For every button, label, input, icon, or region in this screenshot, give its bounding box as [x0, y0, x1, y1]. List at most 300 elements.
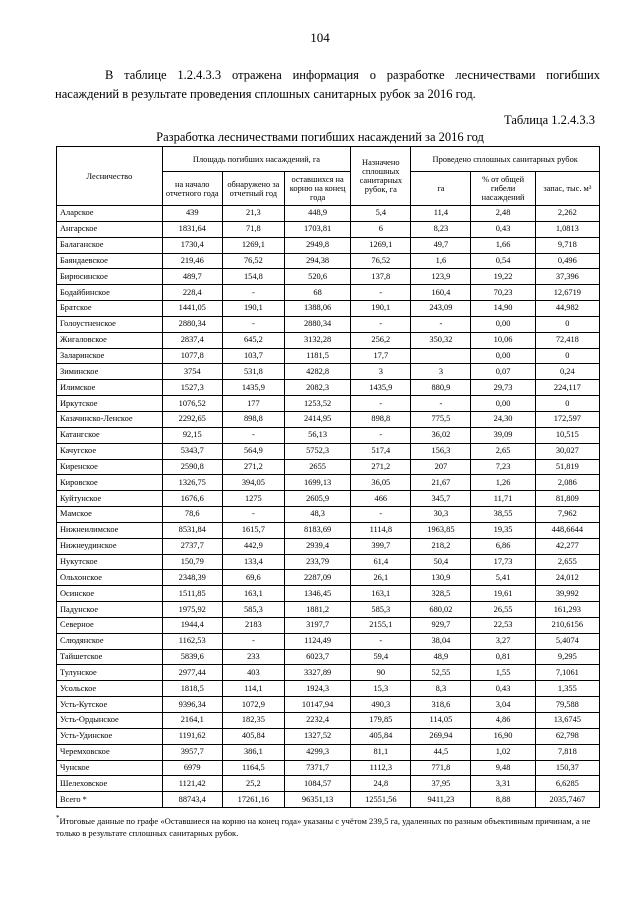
value-cell: 133,4	[222, 554, 284, 570]
value-cell: 3327,89	[284, 665, 350, 681]
forestry-name-cell: Баяндаевское	[57, 253, 163, 269]
value-cell: 163,1	[351, 586, 411, 602]
value-cell: 1388,06	[284, 301, 350, 317]
forestry-name-cell: Падунское	[57, 602, 163, 618]
value-cell: 1327,52	[284, 728, 350, 744]
value-cell: 680,02	[411, 602, 471, 618]
value-cell: 30,3	[411, 507, 471, 523]
value-cell: 150,37	[535, 760, 599, 776]
value-cell: 2880,34	[284, 316, 350, 332]
value-cell: 30,027	[535, 443, 599, 459]
value-cell: 123,9	[411, 269, 471, 285]
value-cell: 1,0813	[535, 221, 599, 237]
value-cell: 44,5	[411, 744, 471, 760]
value-cell: 7371,7	[284, 760, 350, 776]
value-cell: 22,53	[471, 617, 535, 633]
value-cell: 44,982	[535, 301, 599, 317]
value-cell: 81,1	[351, 744, 411, 760]
table-row	[57, 427, 600, 443]
value-cell: 88743,4	[162, 792, 222, 808]
value-cell: 585,3	[351, 602, 411, 618]
value-cell: 219,46	[162, 253, 222, 269]
table-row	[57, 776, 600, 792]
value-cell: 96351,13	[284, 792, 350, 808]
forestry-name-cell: Заларинское	[57, 348, 163, 364]
forestry-name-cell: Казачинско-Ленское	[57, 411, 163, 427]
value-cell: 130,9	[411, 570, 471, 586]
forestry-name-cell: Кировское	[57, 475, 163, 491]
value-cell: 13,6745	[535, 713, 599, 729]
table-row	[57, 269, 600, 285]
table-row	[57, 617, 600, 633]
value-cell: 1,02	[471, 744, 535, 760]
value-cell: 328,5	[411, 586, 471, 602]
value-cell: 11,4	[411, 206, 471, 222]
value-cell: 19,22	[471, 269, 535, 285]
value-cell: 1441,05	[162, 301, 222, 317]
table-row	[57, 443, 600, 459]
header-done-pct: % от общей гибели насаждений	[471, 172, 535, 206]
value-cell: -	[351, 507, 411, 523]
forestry-name-cell: Бирюсинское	[57, 269, 163, 285]
forestry-name-cell: Шелеховское	[57, 776, 163, 792]
value-cell: 2939,4	[284, 538, 350, 554]
value-cell: 17,7	[351, 348, 411, 364]
value-cell: 5,4074	[535, 633, 599, 649]
forestry-name-cell: Усть-Ордынское	[57, 713, 163, 729]
table-row	[57, 602, 600, 618]
value-cell: 1275	[222, 491, 284, 507]
value-cell: 9,718	[535, 237, 599, 253]
value-cell: 218,2	[411, 538, 471, 554]
value-cell: 8,3	[411, 681, 471, 697]
forestry-name-cell: Зиминское	[57, 364, 163, 380]
value-cell: 12,6719	[535, 285, 599, 301]
header-done-ha: га	[411, 172, 471, 206]
value-cell: 25,2	[222, 776, 284, 792]
value-cell: 228,4	[162, 285, 222, 301]
value-cell: 4,86	[471, 713, 535, 729]
value-cell: -	[222, 285, 284, 301]
value-cell: 1527,3	[162, 380, 222, 396]
value-cell: 520,6	[284, 269, 350, 285]
value-cell: 39,09	[471, 427, 535, 443]
value-cell: 1963,85	[411, 522, 471, 538]
value-cell: 2655	[284, 459, 350, 475]
value-cell: 61,4	[351, 554, 411, 570]
header-area-group: Площадь погибших насаждений, га	[162, 147, 351, 172]
forestry-name-cell: Черемховское	[57, 744, 163, 760]
value-cell: 172,597	[535, 411, 599, 427]
value-cell: 3957,7	[162, 744, 222, 760]
forestry-table	[56, 146, 600, 808]
value-cell: 645,2	[222, 332, 284, 348]
value-cell: 1924,3	[284, 681, 350, 697]
value-cell: 1253,52	[284, 396, 350, 412]
value-cell: 38,55	[471, 507, 535, 523]
value-cell: 9,295	[535, 649, 599, 665]
value-cell: 531,8	[222, 364, 284, 380]
value-cell: 2414,95	[284, 411, 350, 427]
forestry-name-cell: Катангское	[57, 427, 163, 443]
value-cell: 14,90	[471, 301, 535, 317]
value-cell: 50,4	[411, 554, 471, 570]
value-cell: 114,05	[411, 713, 471, 729]
value-cell: 399,7	[351, 538, 411, 554]
value-cell: 37,95	[411, 776, 471, 792]
value-cell: 59,4	[351, 649, 411, 665]
value-cell: 0	[535, 396, 599, 412]
forestry-name-cell: Всего *	[57, 792, 163, 808]
forestry-name-cell: Осинское	[57, 586, 163, 602]
value-cell: 3,04	[471, 697, 535, 713]
value-cell: 37,396	[535, 269, 599, 285]
value-cell: 11,71	[471, 491, 535, 507]
value-cell: 405,84	[351, 728, 411, 744]
value-cell: -	[222, 427, 284, 443]
value-cell: -	[222, 633, 284, 649]
forestry-name-cell: Нукутское	[57, 554, 163, 570]
value-cell: 2164,1	[162, 713, 222, 729]
forestry-name-cell: Ангарское	[57, 221, 163, 237]
value-cell: 150,79	[162, 554, 222, 570]
intro-paragraph: В таблице 1.2.4.3.3 отражена информация о разработке лесничествами погибших насаждений в результате проведения сплошных санитарных рубок за 2016 год.	[55, 68, 600, 101]
value-cell: 156,3	[411, 443, 471, 459]
value-cell: 3754	[162, 364, 222, 380]
value-cell: 16,90	[471, 728, 535, 744]
value-cell: 345,7	[411, 491, 471, 507]
value-cell: 350,32	[411, 332, 471, 348]
value-cell: 1676,6	[162, 491, 222, 507]
value-cell: 177	[222, 396, 284, 412]
value-cell: 10,515	[535, 427, 599, 443]
value-cell: 269,94	[411, 728, 471, 744]
value-cell: 271,2	[351, 459, 411, 475]
value-cell: 1818,5	[162, 681, 222, 697]
value-cell: 2183	[222, 617, 284, 633]
value-cell: 490,3	[351, 697, 411, 713]
value-cell: 2155,1	[351, 617, 411, 633]
value-cell: 5752,3	[284, 443, 350, 459]
table-row	[57, 221, 600, 237]
value-cell: 2348,39	[162, 570, 222, 586]
value-cell: 6,6285	[535, 776, 599, 792]
header-area-left: оставшихся на корню на конец года	[284, 172, 350, 206]
value-cell: 49,7	[411, 237, 471, 253]
value-cell: -	[351, 396, 411, 412]
table-row	[57, 396, 600, 412]
value-cell: -	[222, 316, 284, 332]
value-cell: 0,00	[471, 396, 535, 412]
forestry-name-cell: Нижнеудинское	[57, 538, 163, 554]
value-cell: 1831,64	[162, 221, 222, 237]
value-cell: 1,66	[471, 237, 535, 253]
value-cell: 51,819	[535, 459, 599, 475]
value-cell: 6979	[162, 760, 222, 776]
value-cell: 79,588	[535, 697, 599, 713]
value-cell: 1,355	[535, 681, 599, 697]
header-area-start: на начало отчетного года	[162, 172, 222, 206]
value-cell: 19,35	[471, 522, 535, 538]
value-cell: 394,05	[222, 475, 284, 491]
value-cell: 78,6	[162, 507, 222, 523]
value-cell: 1511,85	[162, 586, 222, 602]
value-cell: 160,4	[411, 285, 471, 301]
value-cell: 0,43	[471, 221, 535, 237]
value-cell	[411, 348, 471, 364]
value-cell: 1269,1	[351, 237, 411, 253]
value-cell: 5,41	[471, 570, 535, 586]
value-cell: 12551,56	[351, 792, 411, 808]
value-cell: 233,79	[284, 554, 350, 570]
forestry-name-cell: Тулунское	[57, 665, 163, 681]
value-cell: 448,9	[284, 206, 350, 222]
value-cell: 1730,4	[162, 237, 222, 253]
value-cell: 1881,2	[284, 602, 350, 618]
value-cell: 26,1	[351, 570, 411, 586]
value-cell: 17,73	[471, 554, 535, 570]
value-cell: 72,418	[535, 332, 599, 348]
value-cell: 1077,8	[162, 348, 222, 364]
table-row	[57, 586, 600, 602]
table-row	[57, 507, 600, 523]
value-cell: 2949,8	[284, 237, 350, 253]
value-cell: 3132,28	[284, 332, 350, 348]
table-row	[57, 411, 600, 427]
value-cell: 24,012	[535, 570, 599, 586]
value-cell: -	[411, 396, 471, 412]
value-cell: 7,962	[535, 507, 599, 523]
value-cell: 1124,49	[284, 633, 350, 649]
value-cell: 771,8	[411, 760, 471, 776]
value-cell: -	[222, 507, 284, 523]
page-number: 104	[310, 30, 330, 45]
value-cell: 1,26	[471, 475, 535, 491]
value-cell: 8,88	[471, 792, 535, 808]
value-cell: 7,818	[535, 744, 599, 760]
value-cell: 3	[351, 364, 411, 380]
value-cell: 92,15	[162, 427, 222, 443]
value-cell: 233	[222, 649, 284, 665]
value-cell: 182,35	[222, 713, 284, 729]
value-cell: 585,3	[222, 602, 284, 618]
table-row	[57, 649, 600, 665]
value-cell: 4299,3	[284, 744, 350, 760]
value-cell: 24,30	[471, 411, 535, 427]
value-cell: 190,1	[222, 301, 284, 317]
value-cell: 8183,69	[284, 522, 350, 538]
value-cell: 2287,09	[284, 570, 350, 586]
value-cell: 0	[535, 316, 599, 332]
header-assigned: Назначено сплошных санитарных рубок, га	[351, 147, 411, 206]
value-cell: 1975,92	[162, 602, 222, 618]
value-cell: 1,55	[471, 665, 535, 681]
forestry-name-cell: Слюдянское	[57, 633, 163, 649]
value-cell: 2,262	[535, 206, 599, 222]
value-cell: 179,85	[351, 713, 411, 729]
forestry-name-cell: Куйтунское	[57, 491, 163, 507]
value-cell: 70,23	[471, 285, 535, 301]
forestry-name-cell: Голоустненское	[57, 316, 163, 332]
value-cell: 929,7	[411, 617, 471, 633]
value-cell: 8531,84	[162, 522, 222, 538]
value-cell: 42,277	[535, 538, 599, 554]
value-cell: 6023,7	[284, 649, 350, 665]
value-cell: 9,48	[471, 760, 535, 776]
table-row	[57, 744, 600, 760]
value-cell: 71,8	[222, 221, 284, 237]
value-cell: 2232,4	[284, 713, 350, 729]
value-cell: 2035,7467	[535, 792, 599, 808]
value-cell: 2,65	[471, 443, 535, 459]
value-cell: 26,55	[471, 602, 535, 618]
value-cell: 9411,23	[411, 792, 471, 808]
value-cell: 1615,7	[222, 522, 284, 538]
value-cell: 21,3	[222, 206, 284, 222]
value-cell: 448,6644	[535, 522, 599, 538]
forestry-name-cell: Нижнеилимское	[57, 522, 163, 538]
value-cell: 1181,5	[284, 348, 350, 364]
table-row	[57, 570, 600, 586]
value-cell: 2590,8	[162, 459, 222, 475]
table-row	[57, 475, 600, 491]
value-cell: 2880,34	[162, 316, 222, 332]
table-caption: Таблица 1.2.4.3.3	[504, 113, 595, 127]
value-cell: 2837,4	[162, 332, 222, 348]
value-cell: 403	[222, 665, 284, 681]
value-cell: 1435,9	[351, 380, 411, 396]
value-cell: 898,8	[222, 411, 284, 427]
value-cell: 2,655	[535, 554, 599, 570]
value-cell: 1346,45	[284, 586, 350, 602]
forestry-name-cell: Усть-Удинское	[57, 728, 163, 744]
value-cell: 10,06	[471, 332, 535, 348]
table-row	[57, 792, 600, 808]
value-cell: 318,6	[411, 697, 471, 713]
value-cell: 0,00	[471, 316, 535, 332]
value-cell: 3197,7	[284, 617, 350, 633]
table-row	[57, 713, 600, 729]
value-cell: 898,8	[351, 411, 411, 427]
value-cell: 2605,9	[284, 491, 350, 507]
value-cell: 466	[351, 491, 411, 507]
table-row	[57, 491, 600, 507]
value-cell: 3,27	[471, 633, 535, 649]
value-cell: 1084,57	[284, 776, 350, 792]
value-cell: -	[351, 633, 411, 649]
value-cell: 1699,13	[284, 475, 350, 491]
value-cell: 3	[411, 364, 471, 380]
value-cell: 0,54	[471, 253, 535, 269]
value-cell: 271,2	[222, 459, 284, 475]
value-cell: 1114,8	[351, 522, 411, 538]
forestry-name-cell: Аларское	[57, 206, 163, 222]
value-cell: 76,52	[222, 253, 284, 269]
table-row	[57, 681, 600, 697]
value-cell: 24,8	[351, 776, 411, 792]
value-cell: 6	[351, 221, 411, 237]
table-row	[57, 316, 600, 332]
header-area-found: обнаружено за отчетный год	[222, 172, 284, 206]
table-row	[57, 633, 600, 649]
value-cell: 2737,7	[162, 538, 222, 554]
value-cell: 256,2	[351, 332, 411, 348]
value-cell: 210,6156	[535, 617, 599, 633]
forestry-name-cell: Мамское	[57, 507, 163, 523]
value-cell: 224,117	[535, 380, 599, 396]
value-cell: 0	[535, 348, 599, 364]
value-cell: 8,23	[411, 221, 471, 237]
value-cell: 7,1061	[535, 665, 599, 681]
value-cell: 439	[162, 206, 222, 222]
value-cell: 3,31	[471, 776, 535, 792]
value-cell: 775,5	[411, 411, 471, 427]
value-cell: 489,7	[162, 269, 222, 285]
value-cell: 15,3	[351, 681, 411, 697]
value-cell: 1,6	[411, 253, 471, 269]
value-cell: 163,1	[222, 586, 284, 602]
table-row	[57, 253, 600, 269]
table-row	[57, 301, 600, 317]
forestry-name-cell: Братское	[57, 301, 163, 317]
value-cell: 386,1	[222, 744, 284, 760]
value-cell: 19,61	[471, 586, 535, 602]
value-cell: 2977,44	[162, 665, 222, 681]
table-title: Разработка лесничествами погибших насаждений за 2016 год	[156, 130, 484, 144]
forestry-name-cell: Киренское	[57, 459, 163, 475]
value-cell: 39,992	[535, 586, 599, 602]
table-row	[57, 760, 600, 776]
value-cell: 5839,6	[162, 649, 222, 665]
value-cell: 0,81	[471, 649, 535, 665]
value-cell: 405,84	[222, 728, 284, 744]
table-row	[57, 332, 600, 348]
forestry-name-cell: Усольское	[57, 681, 163, 697]
value-cell: 21,67	[411, 475, 471, 491]
value-cell: 114,1	[222, 681, 284, 697]
value-cell: 2082,3	[284, 380, 350, 396]
value-cell: 880,9	[411, 380, 471, 396]
table-row	[57, 522, 600, 538]
forestry-name-cell: Иркутское	[57, 396, 163, 412]
footnote	[56, 812, 601, 839]
forestry-name-cell: Илимское	[57, 380, 163, 396]
value-cell: 517,4	[351, 443, 411, 459]
value-cell: 69,6	[222, 570, 284, 586]
value-cell: 0,496	[535, 253, 599, 269]
value-cell: 154,8	[222, 269, 284, 285]
header-done-stock: запас, тыс. м³	[535, 172, 599, 206]
forestry-name-cell: Ольхонское	[57, 570, 163, 586]
table-row	[57, 538, 600, 554]
value-cell: 161,293	[535, 602, 599, 618]
value-cell: 2292,65	[162, 411, 222, 427]
value-cell: 0,00	[471, 348, 535, 364]
value-cell: 48,9	[411, 649, 471, 665]
table-row	[57, 364, 600, 380]
value-cell: 1072,9	[222, 697, 284, 713]
value-cell: 103,7	[222, 348, 284, 364]
table-row	[57, 665, 600, 681]
value-cell: 1191,62	[162, 728, 222, 744]
value-cell: 52,55	[411, 665, 471, 681]
value-cell: 4282,8	[284, 364, 350, 380]
value-cell: 5343,7	[162, 443, 222, 459]
value-cell: 190,1	[351, 301, 411, 317]
value-cell: 564,9	[222, 443, 284, 459]
value-cell: 442,9	[222, 538, 284, 554]
forestry-name-cell: Тайшетское	[57, 649, 163, 665]
